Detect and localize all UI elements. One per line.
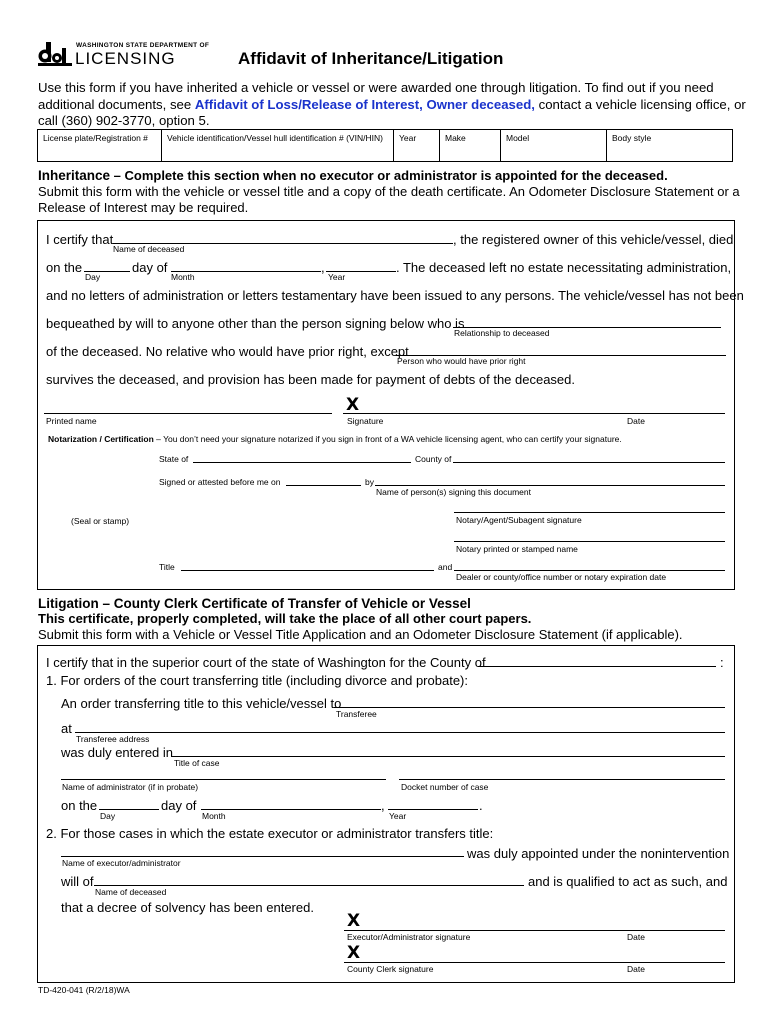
body-style-field[interactable]: Body style: [612, 133, 652, 143]
signed-date-input[interactable]: [286, 485, 361, 486]
seal-stamp-label: (Seal or stamp): [71, 516, 130, 526]
administrator-name-label: Name of administrator (if in probate): [62, 782, 199, 792]
inheritance-section: [37, 220, 744, 590]
duly-entered-text: was duly entered in: [61, 745, 174, 760]
page-title: Affidavit of Inheritance/Litigation: [238, 49, 504, 68]
dealer-number-label: Dealer or county/office number or notary expiration date: [456, 572, 667, 582]
case-title-label: Title of case: [174, 758, 220, 768]
survives-text: survives the deceased, and provision has been made for payment of debts of the deceased.: [46, 372, 576, 387]
lit-month-label: Month: [202, 811, 226, 821]
printed-name-label: Printed name: [46, 416, 97, 426]
administrator-name-input[interactable]: [61, 779, 386, 780]
clerk-signature-label: County Clerk signature: [347, 964, 434, 974]
no-letters-text: and no letters of administration or letters testamentary have been issued to any persons. The vehicle/vessel has not been: [46, 288, 744, 303]
qualified-text: and is qualified to act as such, and: [528, 874, 728, 889]
signature-x-mark: X: [346, 395, 360, 415]
owner-died-text: , the registered owner of this vehicle/vessel, died: [453, 232, 734, 247]
intro-text: Use this form if you have inherited a vehicle or vessel or were awarded one through litigation. To find out if you need additional documents, see Affidavit of Loss/Release of Interest, Owner deceased, contact a vehicle licensing office, or call (360) 902-3770, option 5.: [38, 80, 746, 128]
day-label: Day: [85, 272, 101, 282]
notary-signature-label: Notary/Agent/Subagent signature: [456, 515, 582, 525]
signature-label: Signature: [347, 416, 384, 426]
printed-name-input[interactable]: [44, 413, 332, 414]
make-field[interactable]: Make: [440, 130, 501, 162]
relationship-label: Relationship to deceased: [454, 328, 550, 338]
and-label: and: [438, 562, 453, 572]
lit-year-input[interactable]: [388, 809, 478, 810]
lit-period: .: [479, 798, 483, 813]
vin-field[interactable]: Vehicle identification/Vessel hull identification # (VIN/HIN): [162, 130, 394, 162]
appointed-text: was duly appointed under the nonintervention: [467, 846, 730, 861]
item1-text: 1. For orders of the court transferring title (including divorce and probate):: [46, 673, 468, 688]
date-label: Date: [627, 416, 645, 426]
signers-name-input[interactable]: [375, 485, 725, 486]
docket-number-label: Docket number of case: [401, 782, 489, 792]
transferee-address-label: Transferee address: [76, 734, 150, 744]
bequeathed-text: bequeathed by will to anyone other than the person signing below who is: [46, 316, 465, 331]
comma: ,: [321, 260, 325, 275]
lit-name-deceased-label: Name of deceased: [95, 887, 167, 897]
no-estate-text: . The deceased left no estate necessitating administration,: [396, 260, 732, 275]
clerk-signature-input[interactable]: [344, 962, 725, 963]
form-id: TD-420-041 (R/2/18)WA: [38, 985, 130, 995]
executor-x-mark: X: [347, 911, 361, 931]
license-plate-field[interactable]: License plate/Registration #: [38, 130, 162, 162]
executor-name-label: Name of executor/administrator: [62, 858, 181, 868]
county-of-input[interactable]: [453, 462, 725, 463]
agency-name-line1: WASHINGTON STATE DEPARTMENT OF: [76, 42, 210, 49]
title-input[interactable]: [181, 570, 434, 571]
transferee-address-input[interactable]: [75, 732, 725, 733]
clerk-date-label: Date: [627, 964, 645, 974]
vehicle-info-table: [37, 129, 733, 162]
executor-signature-label: Executor/Administrator signature: [347, 932, 471, 942]
lit-day-input[interactable]: [99, 809, 159, 810]
lit-certify-text: I certify that in the superior court of the state of Washington for the County of: [46, 655, 486, 670]
at-label: at: [61, 721, 72, 736]
by-label: by: [365, 477, 374, 487]
will-of-label: will of: [61, 874, 94, 889]
notary-printed-label: Notary printed or stamped name: [456, 544, 578, 554]
litigation-heading: Litigation – County Clerk Certificate of Transfer of Vehicle or Vessel: [38, 596, 471, 611]
lit-on-the-label: on the: [61, 798, 98, 813]
signature-input[interactable]: [343, 413, 725, 414]
inheritance-heading: Inheritance – Complete this section when no executor or administrator is appointed for the deceased.: [38, 168, 668, 183]
lit-deceased-name-input[interactable]: [94, 885, 524, 886]
year-field[interactable]: Year: [394, 130, 440, 162]
lit-month-input[interactable]: [201, 809, 381, 810]
prior-right-label: Person who would have prior right: [397, 356, 526, 366]
year-label: Year: [328, 272, 346, 282]
executor-signature-input[interactable]: [344, 930, 725, 931]
litigation-section: [37, 645, 735, 983]
lit-day-label: Day: [100, 811, 116, 821]
lit-day-of-label: day of: [161, 798, 197, 813]
affidavit-of-loss-link[interactable]: Affidavit of Loss/Release of Interest, Owner deceased,: [194, 96, 535, 112]
transferee-label: Transferee: [336, 709, 377, 719]
notary-signature-input[interactable]: [454, 512, 725, 513]
county-of-label: County of: [415, 454, 452, 464]
case-title-input[interactable]: [172, 756, 725, 757]
model-field[interactable]: Model: [501, 130, 607, 162]
colon: :: [720, 655, 724, 670]
notarization-note: Notarization / Certification – You don’t need your signature notarized if you sign in front of a WA vehicle licensing agent, who can certify your signature.: [48, 434, 622, 444]
item2-text: 2. For those cases in which the estate executor or administrator transfers title:: [46, 826, 494, 841]
lit-comma: ,: [381, 798, 385, 813]
executor-name-input[interactable]: [61, 856, 464, 857]
order-text: An order transferring title to this vehicle/vessel to: [61, 696, 342, 711]
state-of-input[interactable]: [193, 462, 411, 463]
title-label: Title: [159, 562, 175, 572]
signed-before-label: Signed or attested before me on: [159, 477, 281, 487]
lit-year-label: Year: [389, 811, 407, 821]
inheritance-instructions: Submit this form with the vehicle or vessel title and a copy of the death certificate. An Odometer Disclosure Statement or a Release of Interest may be required.: [38, 184, 740, 215]
litigation-instructions: This certificate, properly completed, will take the place of all other court papers. Submit this form with a Vehicle or Vessel Title Application and an Odometer Disclosure Statement (if applicable).: [38, 611, 683, 642]
docket-number-input[interactable]: [399, 779, 725, 780]
certify-label: I certify that: [46, 232, 114, 247]
agency-name-line2: LICENSING: [75, 49, 176, 68]
transferee-input[interactable]: [334, 707, 725, 708]
executor-date-label: Date: [627, 932, 645, 942]
county-input[interactable]: [478, 666, 716, 667]
dealer-number-input[interactable]: [454, 570, 725, 571]
month-label: Month: [171, 272, 195, 282]
dol-logo-icon: [38, 40, 72, 68]
notary-printed-input[interactable]: [454, 541, 725, 542]
agency-logo: [38, 40, 210, 70]
decree-text: that a decree of solvency has been entered.: [61, 900, 314, 915]
name-persons-label: Name of person(s) signing this document: [376, 487, 531, 497]
clerk-x-mark: X: [347, 943, 361, 963]
no-relative-text: of the deceased. No relative who would have prior right, except: [46, 344, 409, 359]
state-of-label: State of: [159, 454, 189, 464]
on-the-label: on the: [46, 260, 83, 275]
day-of-label: day of: [132, 260, 168, 275]
name-deceased-label: Name of deceased: [113, 244, 185, 254]
